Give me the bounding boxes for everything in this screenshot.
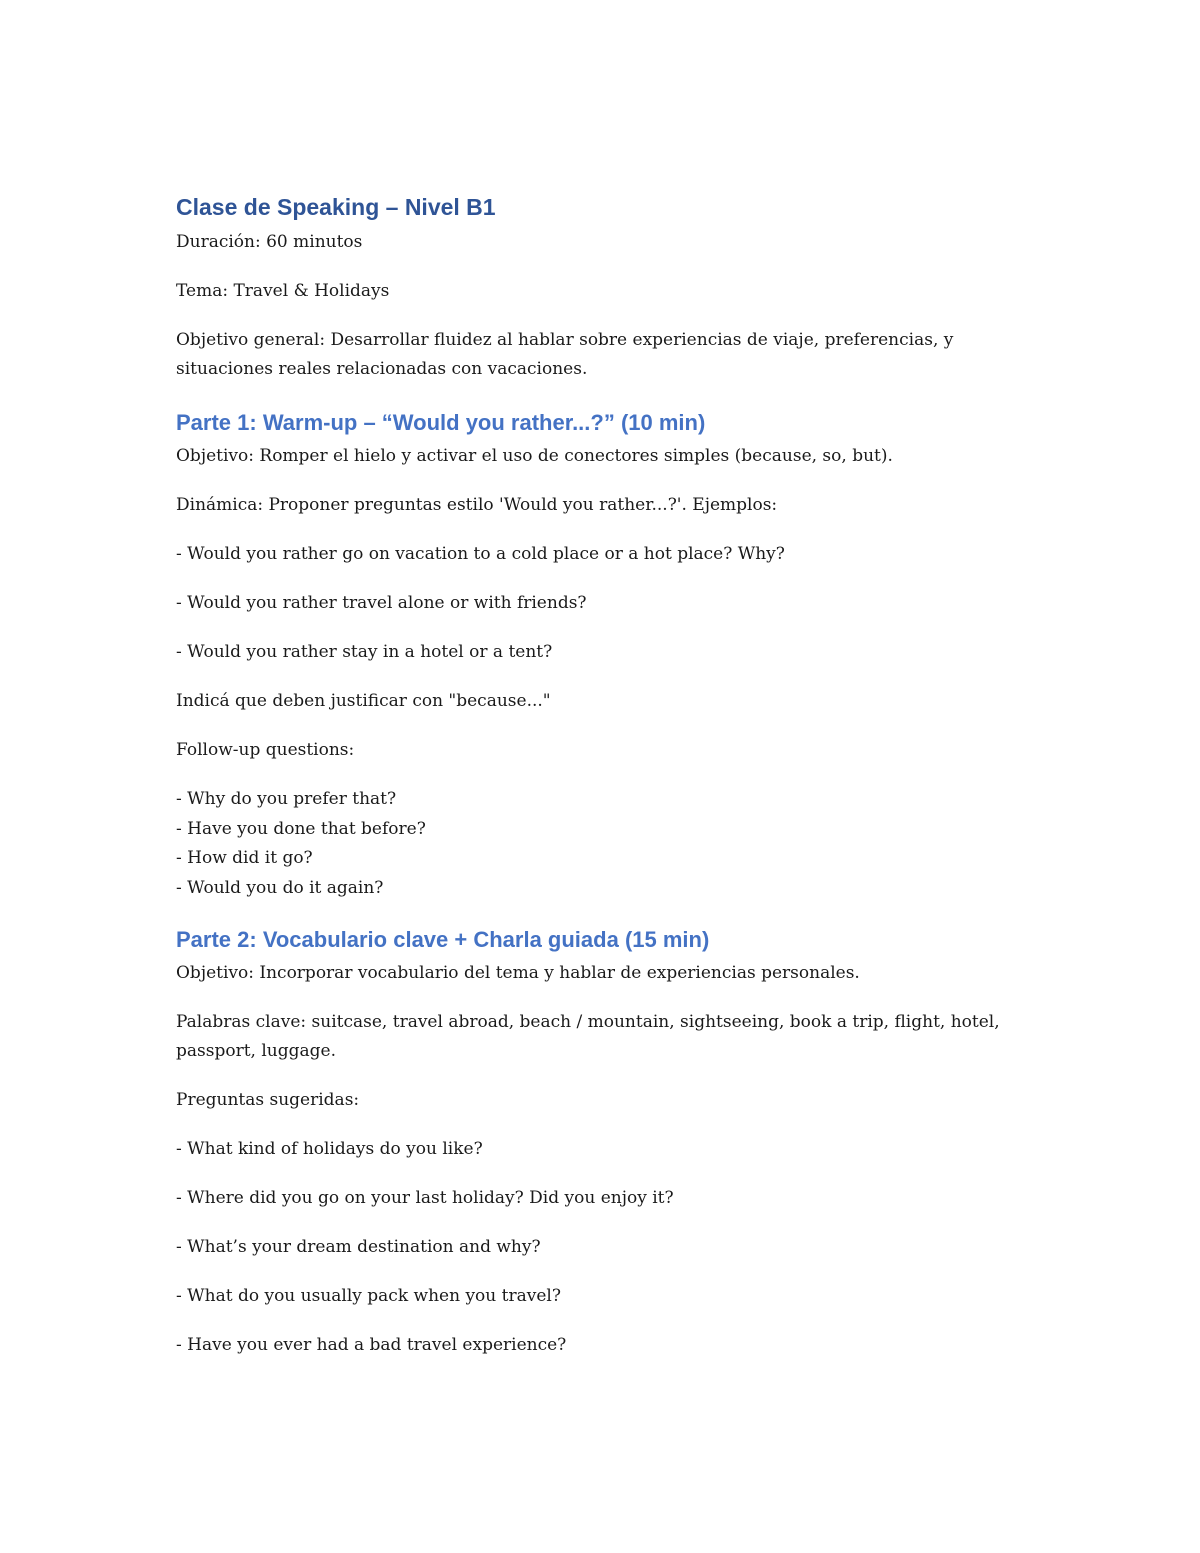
list-item: - Have you done that before? bbox=[176, 818, 426, 839]
parte1-dinamica: Dinámica: Proponer preguntas estilo 'Would you rather...?'. Ejemplos: bbox=[176, 495, 778, 515]
parte1-followup-label: Follow-up questions: bbox=[176, 740, 355, 760]
parte1-ejemplo: - Would you rather stay in a hotel or a tent? bbox=[176, 642, 553, 662]
parte2-pregunta: - Have you ever had a bad travel experience? bbox=[176, 1335, 567, 1355]
parte2-pregunta: - Where did you go on your last holiday? Did you enjoy it? bbox=[176, 1188, 674, 1208]
document-page bbox=[176, 190, 1026, 1380]
list-item: - How did it go? bbox=[176, 848, 313, 868]
objetivo-general: Objetivo general: Desarrollar fluidez al hablar sobre experiencias de viaje, preferencias, y situaciones reales relacionadas con vacaciones. bbox=[176, 330, 954, 379]
followup-list bbox=[176, 785, 1026, 903]
parte2-pregunta: - What do you usually pack when you travel? bbox=[176, 1286, 561, 1306]
parte2-pregunta: - What kind of holidays do you like? bbox=[176, 1139, 483, 1159]
list-item: - Why do you prefer that? bbox=[176, 789, 397, 809]
document-title: Clase de Speaking – Nivel B1 bbox=[176, 194, 496, 220]
parte1-indica: Indicá que deben justificar con "because..." bbox=[176, 691, 551, 711]
parte2-pregunta: - What’s your dream destination and why? bbox=[176, 1237, 541, 1257]
parte1-ejemplo: - Would you rather go on vacation to a cold place or a hot place? Why? bbox=[176, 544, 785, 564]
parte1-objetivo: Objetivo: Romper el hielo y activar el uso de conectores simples (because, so, but). bbox=[176, 446, 893, 466]
parte2-preguntas-label: Preguntas sugeridas: bbox=[176, 1090, 360, 1110]
parte2-heading: Parte 2: Vocabulario clave + Charla guiada (15 min) bbox=[176, 927, 710, 952]
parte2-objetivo: Objetivo: Incorporar vocabulario del tema y hablar de experiencias personales. bbox=[176, 963, 860, 983]
parte1-heading: Parte 1: Warm-up – “Would you rather...?” (10 min) bbox=[176, 410, 706, 435]
tema-line: Tema: Travel & Holidays bbox=[176, 281, 390, 301]
duracion-line: Duración: 60 minutos bbox=[176, 232, 363, 252]
list-item: - Would you do it again? bbox=[176, 877, 384, 898]
parte2-palabras: Palabras clave: suitcase, travel abroad, beach / mountain, sightseeing, book a trip, flight, hotel, passport, luggage. bbox=[176, 1012, 1000, 1061]
parte1-ejemplo: - Would you rather travel alone or with friends? bbox=[176, 593, 587, 613]
